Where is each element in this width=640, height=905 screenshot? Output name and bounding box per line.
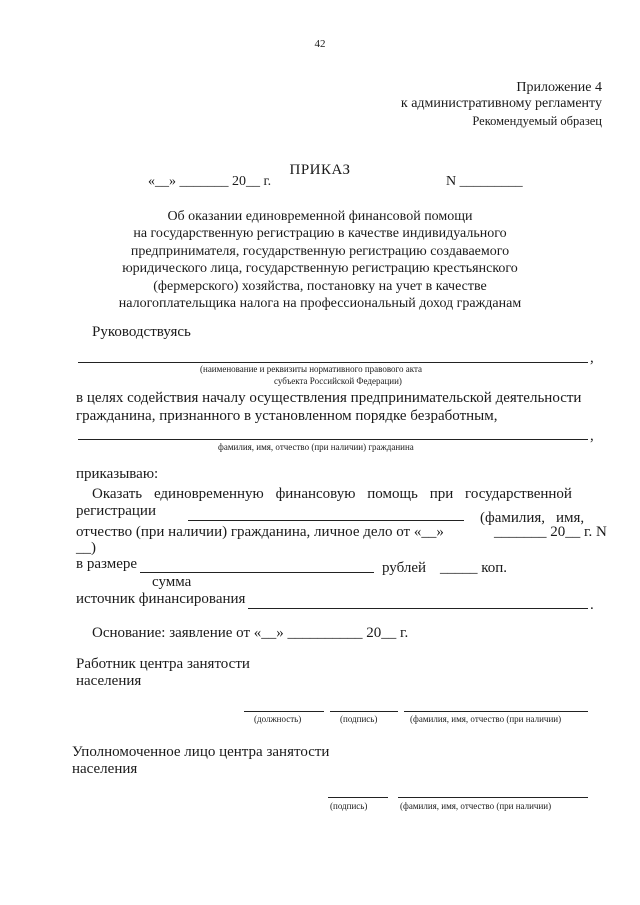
kopecks-field[interactable]: _____ коп. bbox=[440, 560, 508, 576]
subject-line: предпринимателя, государственную регистрацию создаваемого bbox=[130, 243, 510, 259]
sum-caption: сумма bbox=[152, 574, 192, 590]
authorized-label: Уполномоченное лицо центра занятости bbox=[72, 744, 330, 760]
caption-fio: (фамилия, имя, отчество (при наличии) bbox=[410, 714, 562, 724]
funding-source-label: источник финансирования bbox=[76, 591, 246, 607]
order-number: N _________ bbox=[446, 174, 523, 189]
period: . bbox=[590, 597, 594, 613]
annex-sample-note: Рекомендуемый образец bbox=[472, 114, 602, 128]
caption-legal-act: (наименование и реквизиты нормативного правового акта bbox=[200, 364, 423, 374]
subject-line: Об оказании единовременной финансовой помощи bbox=[167, 209, 473, 224]
amount-field[interactable] bbox=[140, 572, 374, 573]
word: финансовую bbox=[275, 486, 356, 502]
authorized-signature-field[interactable] bbox=[328, 797, 388, 798]
order-date: «__» _______ 20__ г. bbox=[148, 174, 272, 189]
name-word: имя, bbox=[556, 510, 585, 526]
signature-field[interactable] bbox=[330, 711, 398, 712]
authorized-label-2: населения bbox=[72, 761, 138, 777]
word: Оказать bbox=[92, 486, 143, 502]
registration-type-field[interactable] bbox=[188, 520, 464, 521]
purpose-line-1: в целях содействия началу осуществления предпринимательской деятельности bbox=[76, 390, 582, 406]
order-subject bbox=[0, 208, 640, 312]
comma: , bbox=[590, 428, 594, 444]
annex-reference: к административному регламенту bbox=[400, 96, 602, 111]
provide-line-1 bbox=[92, 486, 572, 503]
provide-line-3b: _______ 20__ г. N bbox=[494, 524, 607, 540]
caption-citizen-name: фамилия, имя, отчество (при наличии) гражданина bbox=[218, 442, 414, 452]
guided-by-label: Руководствуясь bbox=[92, 324, 191, 340]
word: единовременную bbox=[153, 486, 264, 502]
word: при bbox=[429, 486, 454, 502]
order-word: приказываю: bbox=[76, 466, 159, 482]
provide-line-4: __) bbox=[76, 540, 96, 556]
employee-label: Работник центра занятости bbox=[76, 656, 250, 672]
comma: , bbox=[590, 350, 594, 366]
page-number: 42 bbox=[314, 38, 326, 50]
word: помощь bbox=[367, 486, 418, 502]
position-field[interactable] bbox=[244, 711, 324, 712]
word: государственной bbox=[465, 486, 572, 502]
registration-word: регистрации bbox=[76, 503, 156, 519]
rubles-label: рублей bbox=[382, 560, 427, 576]
caption-signature: (подпись) bbox=[330, 801, 368, 811]
citizen-name-field[interactable] bbox=[78, 439, 588, 440]
amount-label: в размере bbox=[76, 556, 138, 572]
fio-open-word: (фамилия, bbox=[480, 510, 546, 526]
subject-line: налогоплательщика налога на профессиональный доход гражданам bbox=[118, 296, 522, 312]
subject-line: юридического лица, государственную регистрацию крестьянского bbox=[122, 261, 518, 277]
caption-legal-act-subject: субъекта Российской Федерации) bbox=[274, 376, 402, 386]
funding-source-field[interactable] bbox=[248, 608, 588, 609]
legal-act-field[interactable] bbox=[78, 362, 588, 363]
caption-fio: (фамилия, имя, отчество (при наличии) bbox=[400, 801, 552, 811]
purpose-line-2: гражданина, признанного в установленном порядке безработным, bbox=[76, 408, 498, 424]
employee-label-2: населения bbox=[76, 673, 142, 689]
subject-line: (фермерского) хозяйства, постановку на учет в качестве bbox=[153, 278, 487, 294]
document-title: ПРИКАЗ bbox=[289, 162, 351, 178]
subject-line: на государственную регистрацию в качестве индивидуального bbox=[133, 226, 507, 242]
annex-title: Приложение 4 bbox=[516, 80, 602, 95]
caption-signature: (подпись) bbox=[340, 714, 378, 724]
provide-line-3a: отчество (при наличии) гражданина, личное дело от «__» bbox=[76, 524, 444, 540]
basis-line: Основание: заявление от «__» __________ 20__ г. bbox=[92, 625, 409, 641]
employee-fio-field[interactable] bbox=[404, 711, 588, 712]
authorized-fio-field[interactable] bbox=[398, 797, 588, 798]
caption-position: (должность) bbox=[254, 714, 302, 724]
